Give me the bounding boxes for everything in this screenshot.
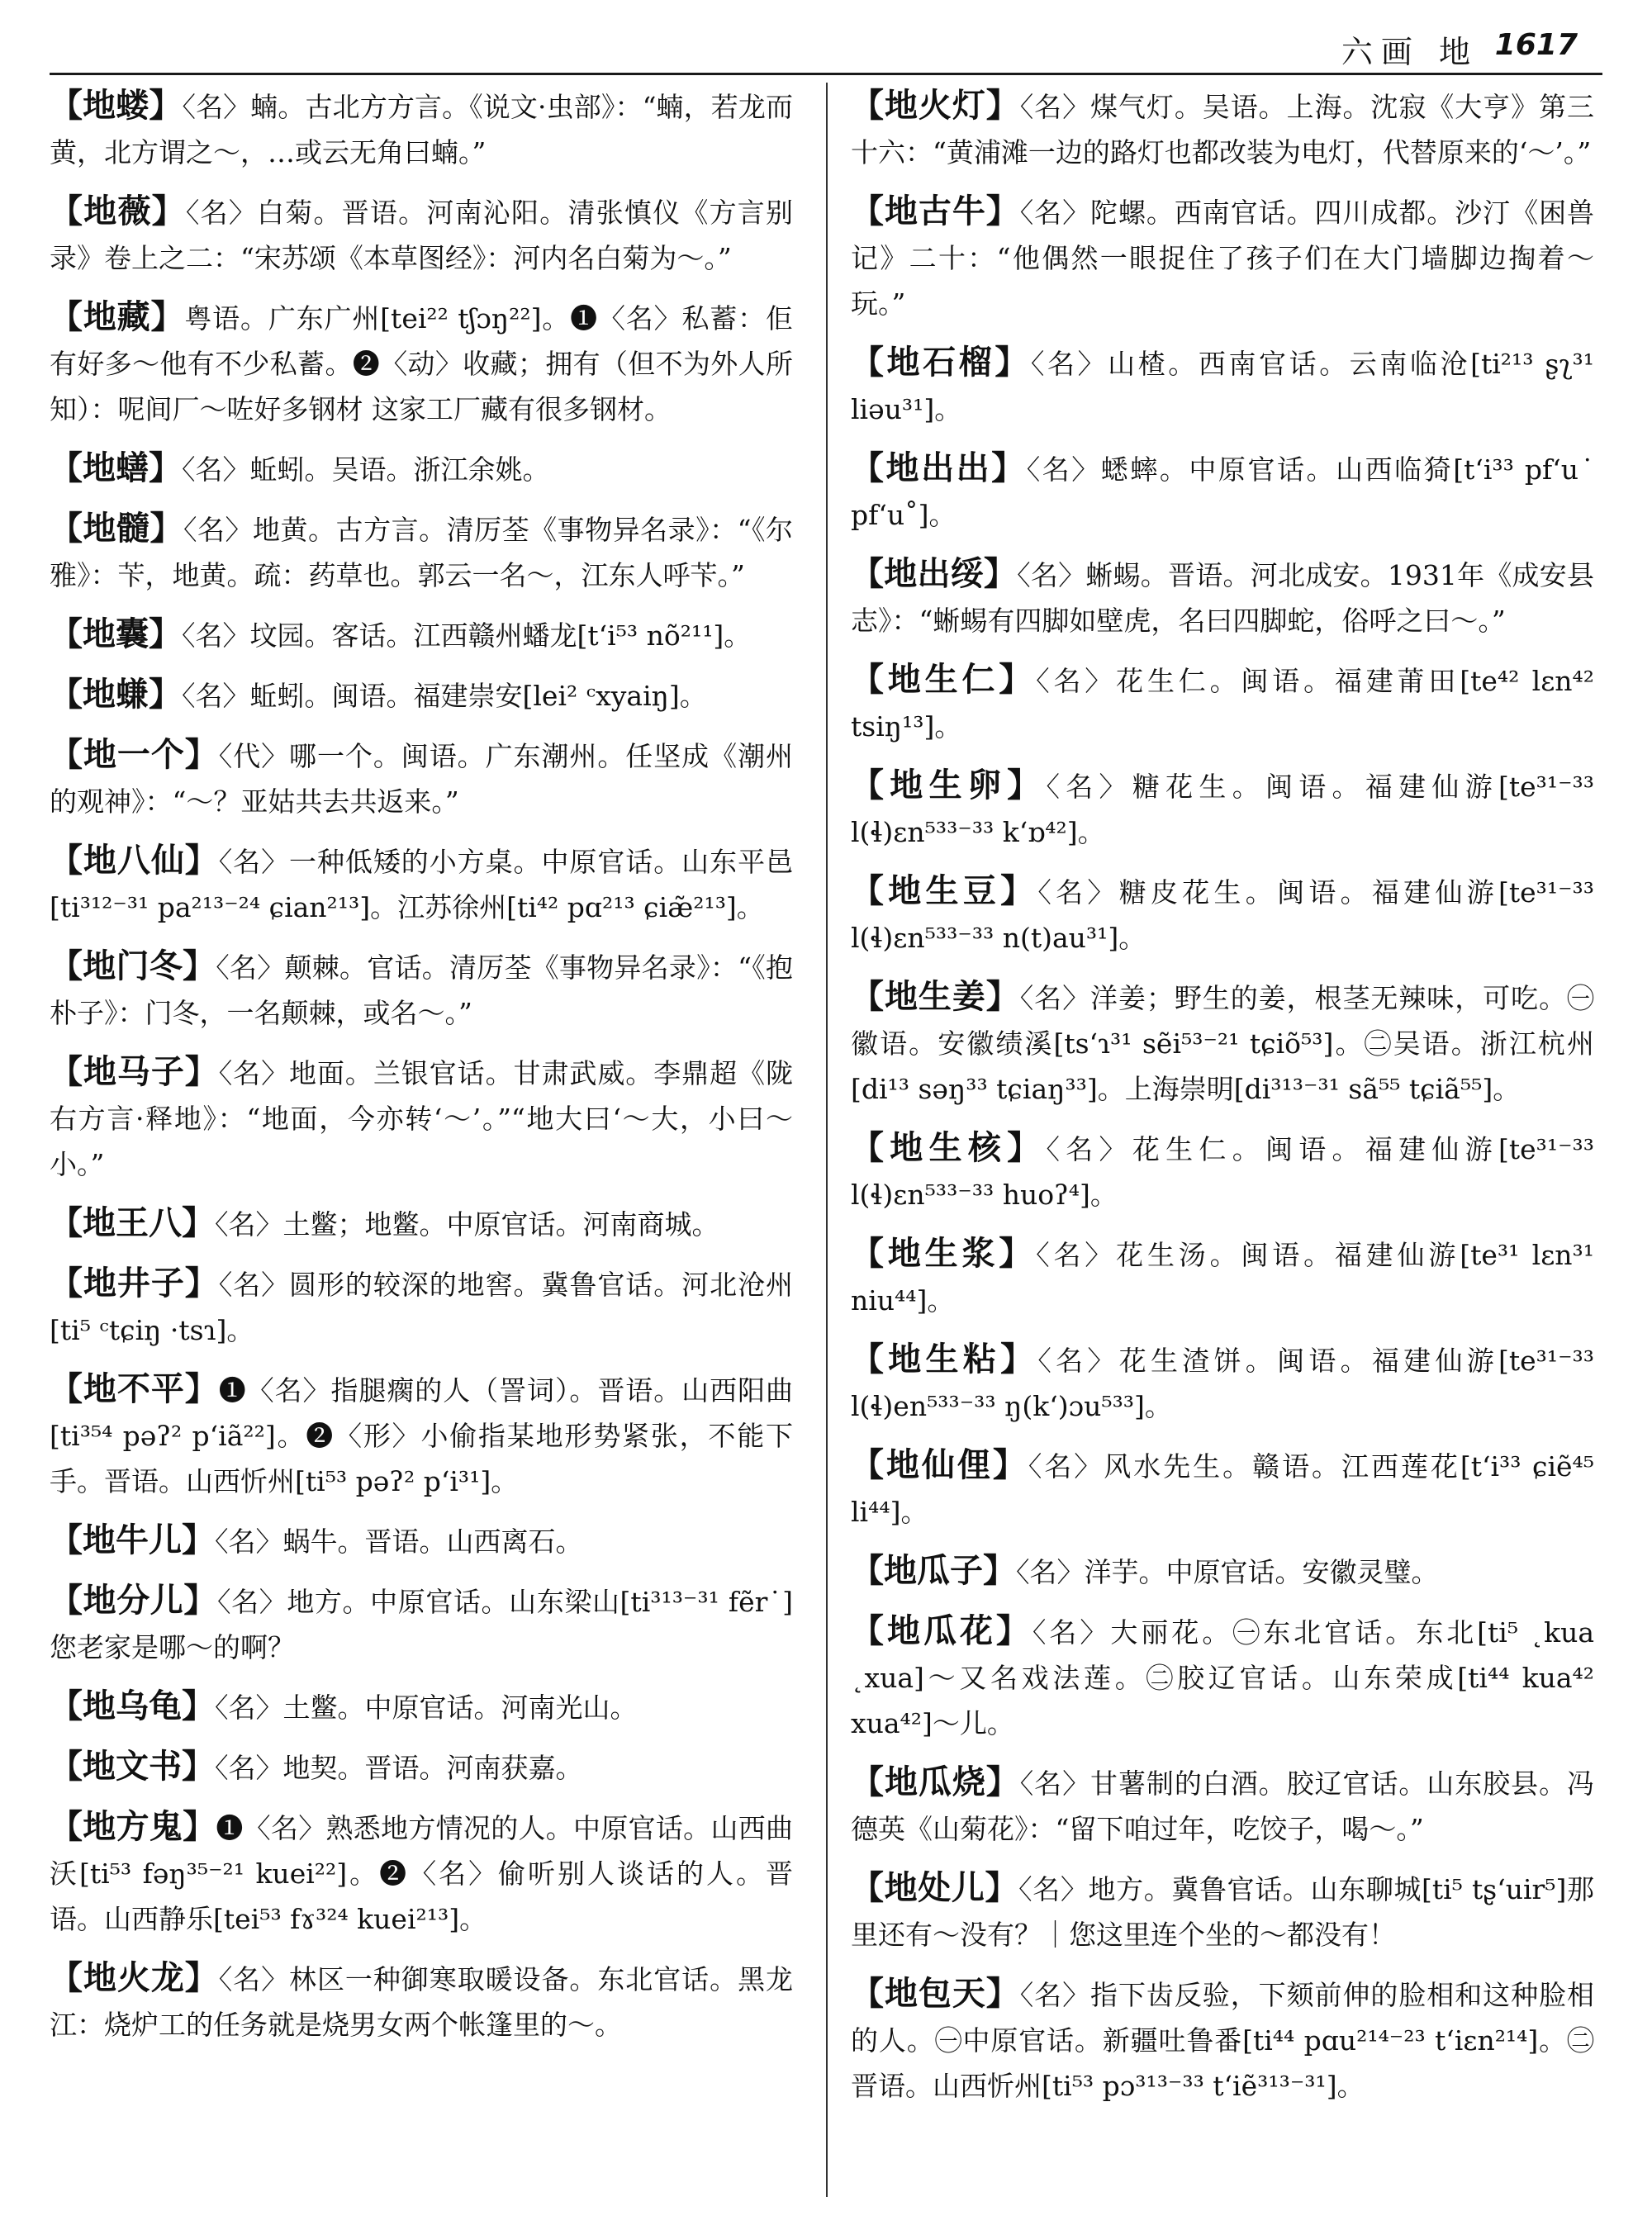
entry-definition: 〈名〉地方。中原官话。山东梁山[ti³¹³⁻³¹ fẽr˙] 您老家是哪～的啊？ [50,1586,793,1663]
entry-headword: 【地出绥】 [851,554,1018,593]
entry-definition: 〈名〉圆形的较深的地窖。冀鲁官话。河北沧州[ti⁵ ᶜtɕiŋ ·tsɿ]。 [50,1269,793,1346]
dictionary-entry [50,732,793,824]
dictionary-entry [851,1608,1594,1746]
entry-definition: 〈名〉洋姜；野生的姜，根茎无辣味，可吃。㊀徽语。安徽绩溪[ts‘ɿ³¹ sẽi⁵³⁻²¹ tɕiõ⁵³]。㊁吴语。浙江杭州[di¹³ səŋ³³ tɕiaŋ³³]。上海崇明[di³¹³⁻³¹ sã⁵⁵ tɕiã⁵⁵]。 [851,982,1594,1105]
entry-headword: 【地井子】 [50,1264,219,1302]
dictionary-entry [851,1231,1594,1323]
entry-definition: 〈代〉哪一个。闽语。广东潮州。任坚成《潮州的观神》：“～？亚姑共去共返来。” [50,740,793,818]
dictionary-entry [50,294,793,432]
dictionary-entry [50,83,793,175]
entry-definition: 〈名〉糖皮花生。闽语。福建仙游[te³¹⁻³³ l(ɬ)ɛn⁵³³⁻³³ n(t)au³¹]。 [851,876,1594,954]
entry-headword: 【地王八】 [50,1203,215,1242]
dictionary-entry [851,339,1594,432]
entry-definition: 〈名〉蚯蚓。闽语。福建崇安[lei² ᶜxyaiŋ]。 [182,680,707,712]
dictionary-entry [851,868,1594,961]
dictionary-entry [50,1744,793,1791]
entry-headword: 【地瓜烧】 [851,1763,1020,1801]
left-column [50,83,793,2213]
entry-headword: 【地包天】 [851,1974,1020,2013]
entry-definition: 〈名〉地黄。古方言。清厉荃《事物异名录》：“《尔雅》：苄，地黄。疏：药草也。郭云一名～，江东人呼苄。” [50,514,793,591]
entry-headword: 【地分儿】 [50,1581,218,1620]
dictionary-entry [851,1548,1594,1595]
entry-definition: 〈名〉颠棘。官话。清厉荃《事物异名录》：“《抱朴子》：门冬，一名颠棘，或名～。” [50,951,793,1029]
dictionary-entry [50,188,793,281]
entry-headword: 【地蟮】 [50,448,182,487]
dictionary-entry [851,1971,1594,2109]
entry-headword: 【地火灯】 [851,86,1020,125]
dictionary-entry [50,1260,793,1353]
dictionary-entry [50,1683,793,1730]
entry-headword: 【地八仙】 [50,841,219,880]
dictionary-entry [50,445,793,492]
dictionary-entry [50,1049,793,1187]
dictionary-entry [50,837,793,930]
dictionary-entry [851,1125,1594,1217]
entry-definition: 〈名〉花生仁。闽语。福建仙游[te³¹⁻³³ l(ɬ)ɛn⁵³³⁻³³ huoʔ⁴]。 [851,1133,1594,1211]
entry-definition: 〈名〉风水先生。赣语。江西莲花[t‘i³³ ɕiẽ⁴⁵ li⁴⁴]。 [851,1450,1594,1528]
dictionary-entry [851,83,1594,175]
entry-definition: 〈名〉大丽花。㊀东北官话。东北[ti⁵ ˛kua ˛xua]～又名戏法莲。㊁胶辽官话。山东荣成[ti⁴⁴ kua⁴² xua⁴²]～儿。 [851,1616,1594,1739]
entry-definition: 〈名〉洋芋。中原官话。安徽灵璧。 [1016,1556,1439,1588]
entry-definition: 〈名〉地方。冀鲁官话。山东聊城[ti⁵ tʂ‘uir⁵]那里还有～没有？｜您这里连个坐的～都没有！ [851,1873,1594,1951]
entry-headword: 【地文书】 [50,1747,215,1786]
entry-definition: 〈名〉林区一种御寒取暖设备。东北官话。黑龙江：烧炉工的任务就是烧男女两个帐篷里的～。 [50,1963,793,2041]
entry-definition: 〈名〉蚯蚓。吴语。浙江余姚。 [182,453,550,486]
entry-definition: 〈名〉蜗牛。晋语。山西离石。 [215,1525,583,1558]
entry-headword: 【地生豆】 [851,871,1038,910]
entry-definition: 〈名〉蝻。古北方方言。《说文·虫部》：“蝻，若龙而黄，北方谓之～，…或云无角曰蝻。” [50,91,793,168]
dictionary-entry [50,943,793,1036]
entry-headword: 【地马子】 [50,1052,219,1091]
entry-headword: 【地薇】 [50,192,186,230]
entry-headword: 【地方鬼】 [50,1807,216,1846]
dictionary-entry [851,551,1594,643]
dictionary-entry [851,1442,1594,1535]
dictionary-entry [50,611,793,658]
entry-headword: 【地螊】 [50,675,182,714]
entry-headword: 【地牛儿】 [50,1521,215,1559]
entry-headword: 【地生卵】 [851,766,1047,804]
entry-definition: 〈名〉地面。兰银官话。甘肃武威。李鼎超《陇右方言·释地》：“地面，今亦转‘～’。”“地大曰‘～大，小曰～小。” [50,1057,793,1180]
dictionary-entry [851,1336,1594,1429]
entry-definition: ❶〈名〉熟悉地方情况的人。中原官话。山西曲沃[ti⁵³ fəŋ³⁵⁻²¹ kuei²²]。❷〈名〉偷听别人谈话的人。晋语。山西静乐[tei⁵³ fɤ³²⁴ kuei²¹³]。 [50,1812,793,1935]
dictionary-entry [851,1759,1594,1852]
entry-headword: 【地一个】 [50,735,219,774]
dictionary-entry [50,1200,793,1247]
dictionary-entry [50,1517,793,1564]
entry-headword: 【地乌龟】 [50,1687,215,1725]
entry-headword: 【地门冬】 [50,947,216,985]
entry-headword: 【地瓜子】 [851,1551,1016,1590]
dictionary-entry [50,671,793,719]
entry-definition: 〈名〉土鳖；地鳖。中原官话。河南商城。 [215,1208,719,1241]
entry-headword: 【地古牛】 [851,192,1020,230]
entry-headword: 【地生姜】 [851,977,1020,1016]
dictionary-entry [851,188,1594,326]
entry-headword: 【地生浆】 [851,1234,1037,1273]
entry-headword: 【地藏】 [50,297,185,336]
entry-headword: 【地髓】 [50,509,184,548]
entry-headword: 【地生仁】 [851,660,1037,699]
entry-definition: 〈名〉白菊。晋语。河南沁阳。清张慎仪《方言别录》卷上之二：“宋苏颂《本草图经》：河内名白菊为～。” [50,197,793,274]
entry-headword: 【地火龙】 [50,1958,219,1997]
page-number: 1617 [1494,28,1578,62]
entry-definition: 〈名〉蜥蜴。晋语。河北成安。1931年《成安县志》：“蜥蜴有四脚如壁虎，名曰四脚蛇，俗呼之曰～。” [851,559,1594,637]
entry-headword: 【地生粘】 [851,1340,1038,1378]
entry-headword: 【地瓜花】 [851,1611,1032,1650]
entry-definition: 〈名〉甘薯制的白酒。胶辽官话。山东胶县。冯德英《山菊花》：“留下咱过年，吃饺子，喝～。” [851,1767,1594,1845]
entry-headword: 【地出出】 [851,448,1027,487]
entry-headword: 【地生核】 [851,1128,1047,1167]
dictionary-entry [50,505,793,598]
entry-definition: 〈名〉土鳖。中原官话。河南光山。 [215,1691,638,1724]
entry-definition: 〈名〉花生渣饼。闽语。福建仙游[te³¹⁻³³ l(ɬ)en⁵³³⁻³³ ŋ(k‘)ɔu⁵³³]。 [851,1345,1594,1422]
entry-definition: 〈名〉陀螺。西南官话。四川成都。沙汀《困兽记》二十：“他偶然一眼捉住了孩子们在大门墙脚边掏着～玩。” [851,197,1594,320]
dictionary-entry [50,1804,793,1942]
dictionary-entry [50,1366,793,1504]
dictionary-entry [851,974,1594,1112]
entry-definition: 粤语。广东广州[tei²² tʃɔŋ²²]。❶〈名〉私蓄：佢有好多～他有不少私蓄。❷〈动〉收藏；拥有（但不为外人所知）：呢间厂～咗好多钢材 这家工厂藏有很多钢材。 [50,302,793,425]
section-label: 六画 地 [1341,34,1479,70]
dictionary-entry [50,1578,793,1670]
entry-definition: 〈名〉煤气灯。吴语。上海。沈寂《大亨》第三十六：“黄浦滩一边的路灯也都改装为电灯，代替原来的‘～’。” [851,91,1594,168]
entry-headword: 【地不平】 [50,1369,219,1408]
entry-definition: 〈名〉一种低矮的小方桌。中原官话。山东平邑[ti³¹²⁻³¹ pa²¹³⁻²⁴ ɕian²¹³]。江苏徐州[ti⁴² pɑ²¹³ ɕiæ̃²¹³]。 [50,846,793,923]
dictionary-entry [851,1865,1594,1957]
entry-definition: 〈名〉山楂。西南官话。云南临沧[ti²¹³ ʂʅ³¹ liəu³¹]。 [851,348,1594,425]
right-column [851,83,1594,2213]
entry-headword: 【地蝼】 [50,86,183,125]
entry-headword: 【地石榴】 [851,343,1031,382]
entry-definition: 〈名〉指下齿反验，下颏前伸的脸相和这种脸相的人。㊀中原官话。新疆吐鲁番[ti⁴⁴ pɑu²¹⁴⁻²³ t‘iɛn²¹⁴]。㊁晋语。山西忻州[ti⁵³ pɔ³¹³⁻³³ t‘iẽ³¹³⁻³¹]。 [851,1979,1594,2102]
dictionary-entry [50,1955,793,2047]
entry-definition: 〈名〉糖花生。闽语。福建仙游[te³¹⁻³³ l(ɬ)ɛn⁵³³⁻³³ k‘ɒ⁴²]。 [851,771,1594,848]
entry-definition: 〈名〉花生汤。闽语。福建仙游[te³¹ lɛn³¹ niu⁴⁴]。 [851,1239,1594,1317]
entry-headword: 【地仙俚】 [851,1445,1028,1484]
entry-definition: 〈名〉蟋蟀。中原官话。山西临猗[t‘i³³ pf‘u˙ pf‘u˚]。 [851,453,1594,531]
entry-headword: 【地囊】 [50,614,182,653]
dictionary-entry [851,762,1594,855]
entry-definition: ❶〈名〉指腿瘸的人（詈词）。晋语。山西阳曲[ti³⁵⁴ pəʔ² p‘iã²²]。❷〈形〉小偷指某地形势紧张，不能下手。晋语。山西忻州[ti⁵³ pəʔ² p‘i³¹]。 [50,1374,793,1497]
dictionary-entry [851,657,1594,749]
entry-definition: 〈名〉坟园。客话。江西赣州蟠龙[t‘i⁵³ nõ²¹¹]。 [182,619,752,652]
dictionary-entry [851,445,1594,538]
page-header [50,18,1602,75]
entry-definition: 〈名〉花生仁。闽语。福建莆田[te⁴² lɛn⁴² tsiŋ¹³]。 [851,665,1594,743]
column-divider [826,83,828,2197]
entry-definition: 〈名〉地契。晋语。河南获嘉。 [215,1752,583,1784]
entry-headword: 【地处儿】 [851,1868,1019,1907]
